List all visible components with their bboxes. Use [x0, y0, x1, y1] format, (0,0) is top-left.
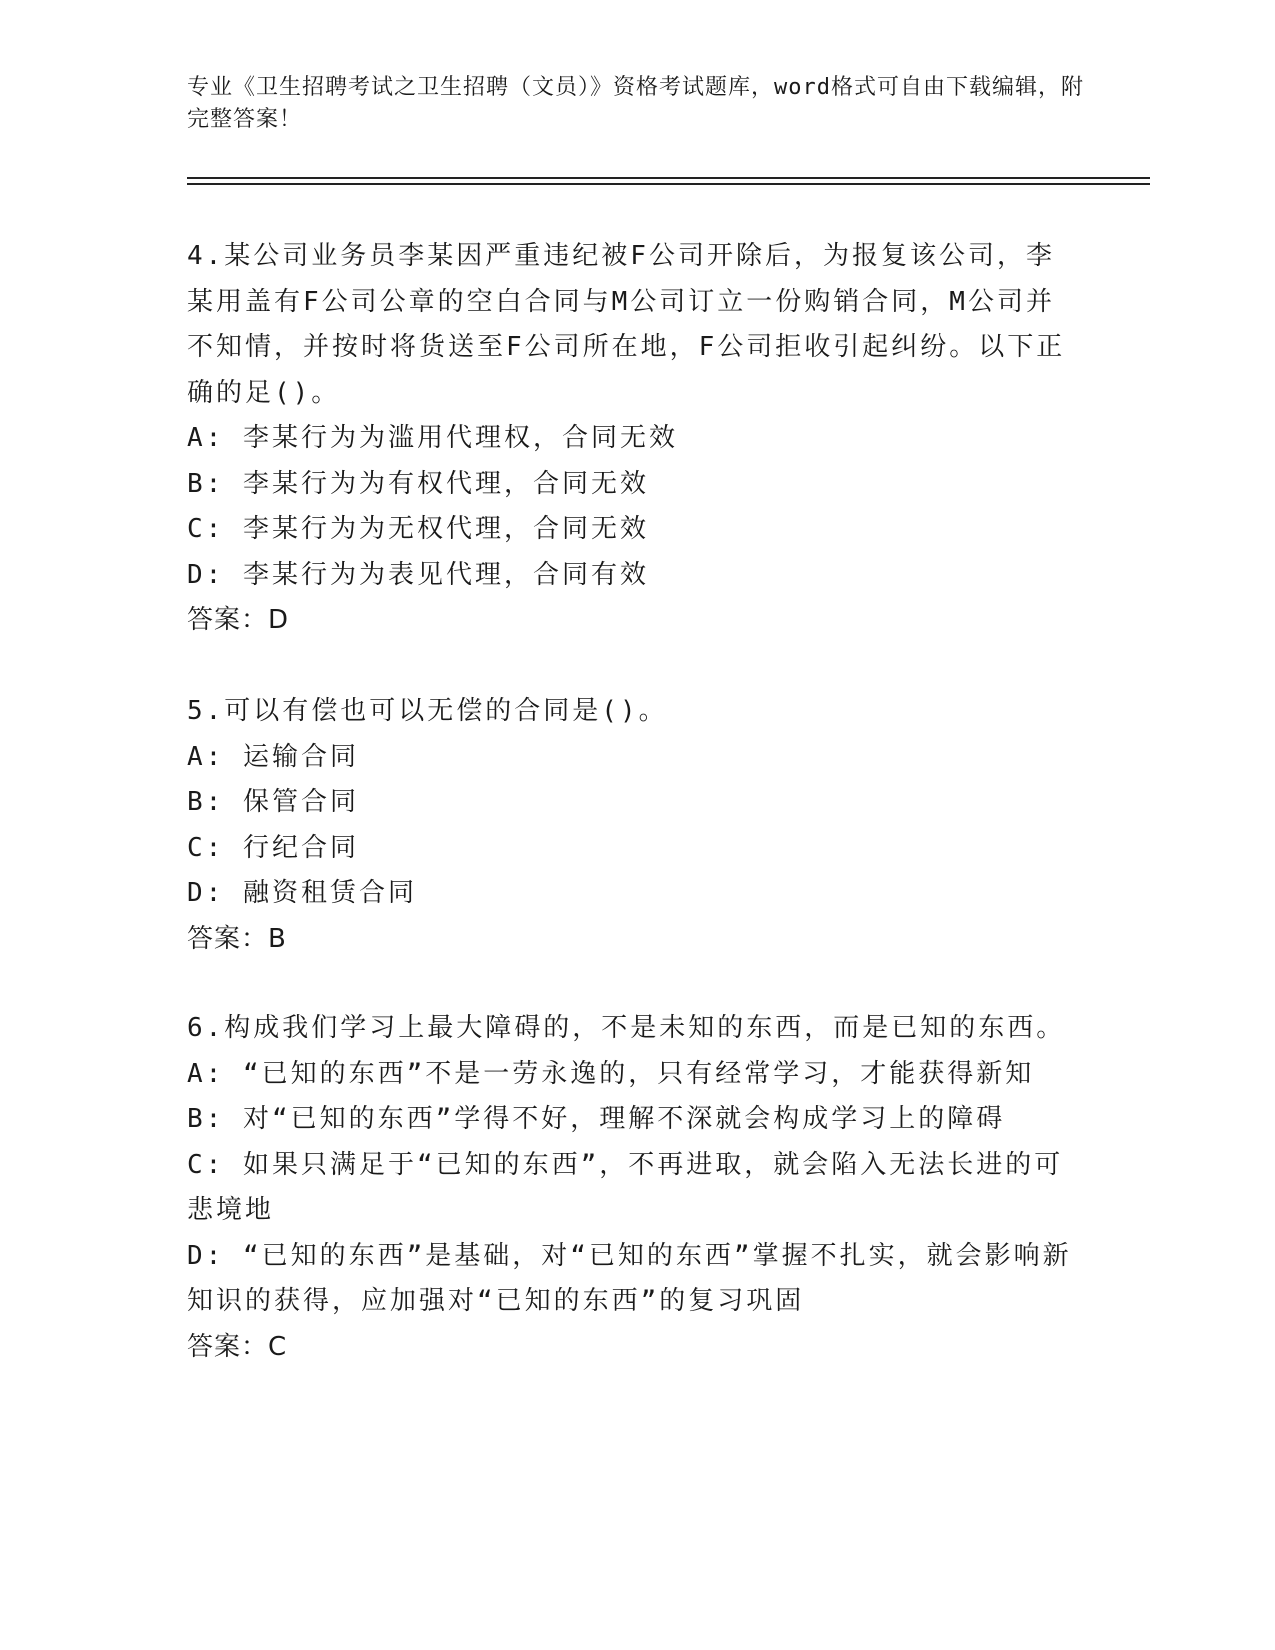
- header-divider-top: [187, 177, 1150, 179]
- option-d: D: 融资租赁合同: [187, 878, 417, 908]
- option-a: A: 李某行为为滥用代理权，合同无效: [187, 423, 678, 453]
- answer: 答案：D: [187, 605, 290, 635]
- option-d: D: “已知的东西”是基础，对“已知的东西”掌握不扎实，就会影响新知识的获得，应加强对“已知的东西”的复习巩固: [187, 1240, 1072, 1316]
- option-a: A: “已知的东西”不是一劳永逸的，只有经常学习，才能获得新知: [187, 1058, 1035, 1089]
- option-c: C: 李某行为为无权代理，合同无效: [187, 514, 649, 544]
- option-b: B: 李某行为为有权代理，合同无效: [187, 468, 649, 499]
- option-b: B: 保管合同: [187, 787, 359, 817]
- question-stem: 6.构成我们学习上最大障碍的，不是未知的东西，而是已知的东西。: [187, 1013, 1066, 1043]
- answer: 答案：C: [187, 1331, 288, 1362]
- question-6: [187, 1006, 1082, 1370]
- question-stem: 5.可以有偿也可以无偿的合同是()。: [187, 696, 668, 726]
- document-header: 专业《卫生招聘考试之卫生招聘（文员）》资格考试题库，word格式可自由下载编辑，附完整答案！: [187, 75, 1084, 132]
- question-stem: 4.某公司业务员李某因严重违纪被F公司开除后，为报复该公司，李某用盖有F公司公章的空白合同与M公司订立一份购销合同，M公司并不知情，并按时将货送至F公司所在地，F公司拒收引起纠纷。以下正确的足()。: [187, 241, 1066, 408]
- option-c: C: 如果只满足于“已知的东西”，不再进取，就会陷入无法长进的可悲境地: [187, 1149, 1064, 1225]
- option-c: C: 行纪合同: [187, 832, 359, 863]
- option-b: B: 对“已知的东西”学得不好，理解不深就会构成学习上的障碍: [187, 1104, 1006, 1134]
- option-d: D: 李某行为为表见代理，合同有效: [187, 559, 649, 590]
- question-4: [187, 234, 1082, 644]
- option-a: A: 运输合同: [187, 741, 359, 772]
- header-divider-bottom: [187, 183, 1150, 185]
- answer: 答案：B: [187, 923, 287, 954]
- question-5: [187, 689, 1082, 962]
